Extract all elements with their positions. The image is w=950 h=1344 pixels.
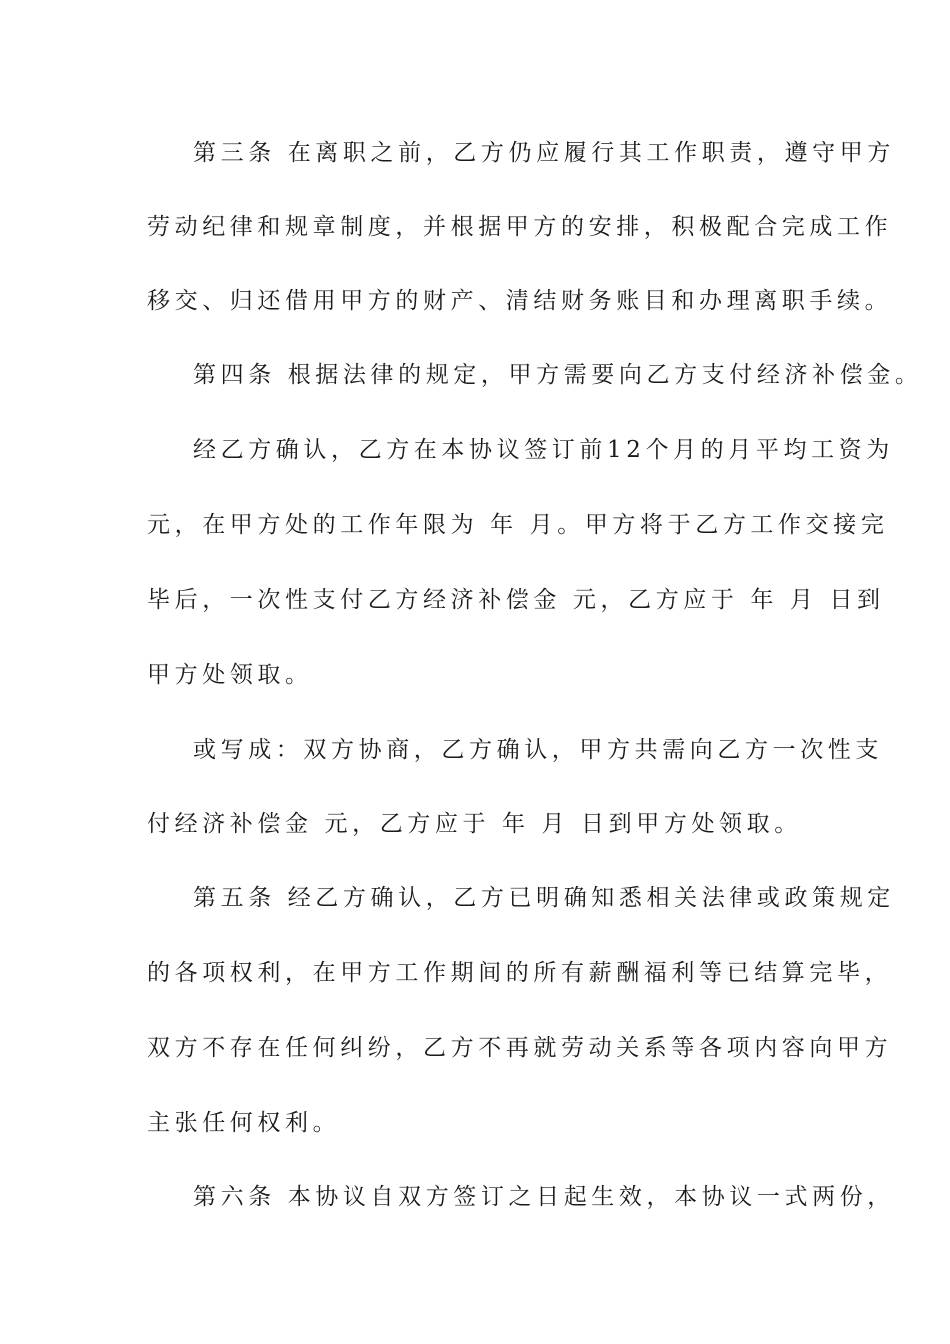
text-line: 第四条 根据法律的规定，甲方需要向乙方支付经济补偿金。 (193, 362, 923, 388)
text-line: 第六条 本协议自双方签订之日起生效，本协议一式两份， (193, 1184, 895, 1210)
text-line: 毕后，一次性支付乙方经济补偿金 元，乙方应于 年 月 日到 (147, 587, 885, 613)
text-line: 主张任何权利。 (147, 1110, 341, 1136)
text-line: 劳动纪律和规章制度，并根据甲方的安排，积极配合完成工作 (147, 214, 893, 240)
text-line: 第三条 在离职之前，乙方仍应履行其工作职责，遵守甲方 (193, 140, 895, 166)
text-line: 第五条 经乙方确认，乙方已明确知悉相关法律或政策规定 (193, 885, 895, 911)
text-line: 经乙方确认，乙方在本协议签订前12个月的月平均工资为 (193, 437, 894, 463)
text-line: 的各项权利，在甲方工作期间的所有薪酬福利等已结算完毕， (147, 960, 893, 986)
text-line: 双方不存在任何纠纷，乙方不再就劳动关系等各项内容向甲方 (147, 1035, 893, 1061)
text-line: 或写成：双方协商，乙方确认，甲方共需向乙方一次性支 (193, 737, 883, 763)
text-line: 移交、归还借用甲方的财产、清结财务账目和办理离职手续。 (147, 288, 893, 314)
text-line: 付经济补偿金 元，乙方应于 年 月 日到甲方处领取。 (147, 811, 802, 837)
text-line: 甲方处领取。 (147, 662, 313, 688)
text-line: 元，在甲方处的工作年限为 年 月。甲方将于乙方工作交接完 (147, 512, 889, 538)
